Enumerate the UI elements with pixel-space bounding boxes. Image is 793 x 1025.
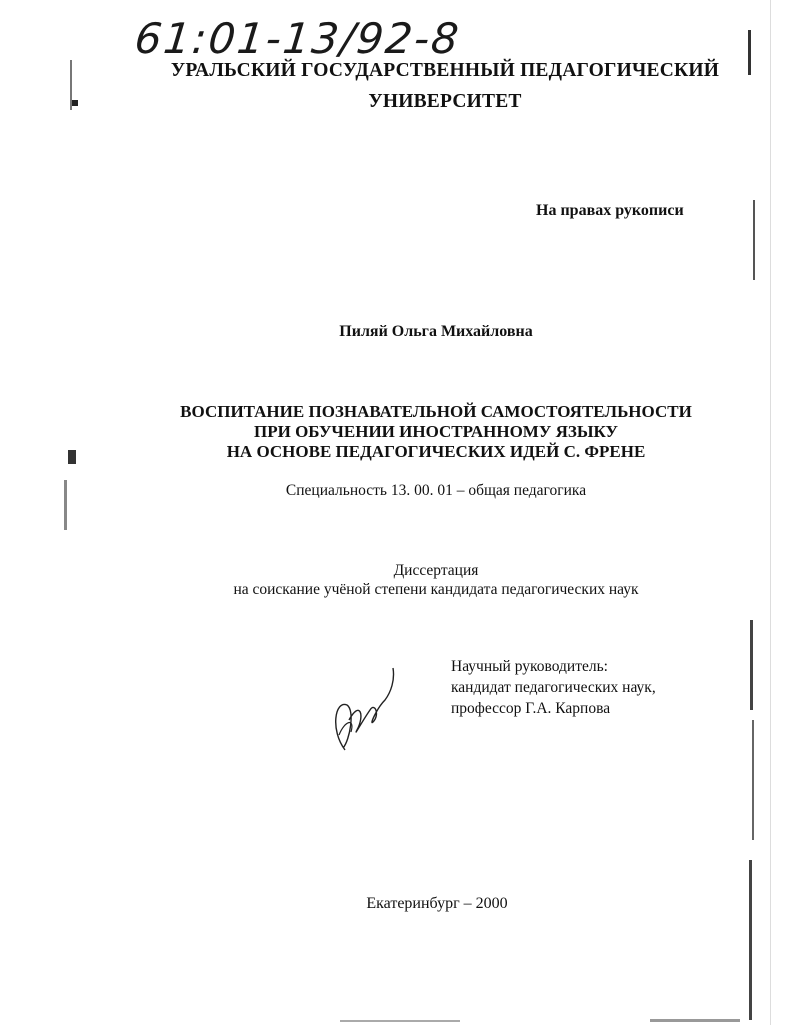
degree-line: на соискание учёной степени кандидата педагогических наук xyxy=(233,581,639,598)
scan-bottom-artifacts xyxy=(320,1015,790,1025)
supervisor-name: профессор Г.А. Карпова xyxy=(451,700,611,717)
thesis-title-line1: ВОСПИТАНИЕ ПОЗНАВАТЕЛЬНОЙ САМОСТОЯТЕЛЬНОСТИ xyxy=(180,402,692,421)
scan-edge-artifacts xyxy=(740,0,793,1025)
university-name-line1: УРАЛЬСКИЙ ГОСУДАРСТВЕННЫЙ ПЕДАГОГИЧЕСКИЙ xyxy=(170,60,720,81)
manuscript-rights-note: На правах рукописи xyxy=(536,202,684,219)
specialty-line: Специальность 13. 00. 01 – общая педагогика xyxy=(285,482,587,499)
signature-image xyxy=(325,660,405,760)
scan-left-artifacts xyxy=(60,60,90,530)
university-name-line2: УНИВЕРСИТЕТ xyxy=(368,91,522,112)
supervisor-heading: Научный руководитель: xyxy=(451,658,608,675)
dissertation-label: Диссертация xyxy=(393,562,479,579)
supervisor-degree: кандидат педагогических наук, xyxy=(451,679,656,696)
handwritten-archive-number: 61:01-13/92-8 xyxy=(132,14,463,63)
city-year: Екатеринбург – 2000 xyxy=(366,895,508,912)
thesis-title-line2: ПРИ ОБУЧЕНИИ ИНОСТРАННОМУ ЯЗЫКУ xyxy=(254,422,618,441)
thesis-title-line3: НА ОСНОВЕ ПЕДАГОГИЧЕСКИХ ИДЕЙ С. ФРЕНЕ xyxy=(226,442,646,461)
author-name: Пиляй Ольга Михайловна xyxy=(339,323,533,340)
